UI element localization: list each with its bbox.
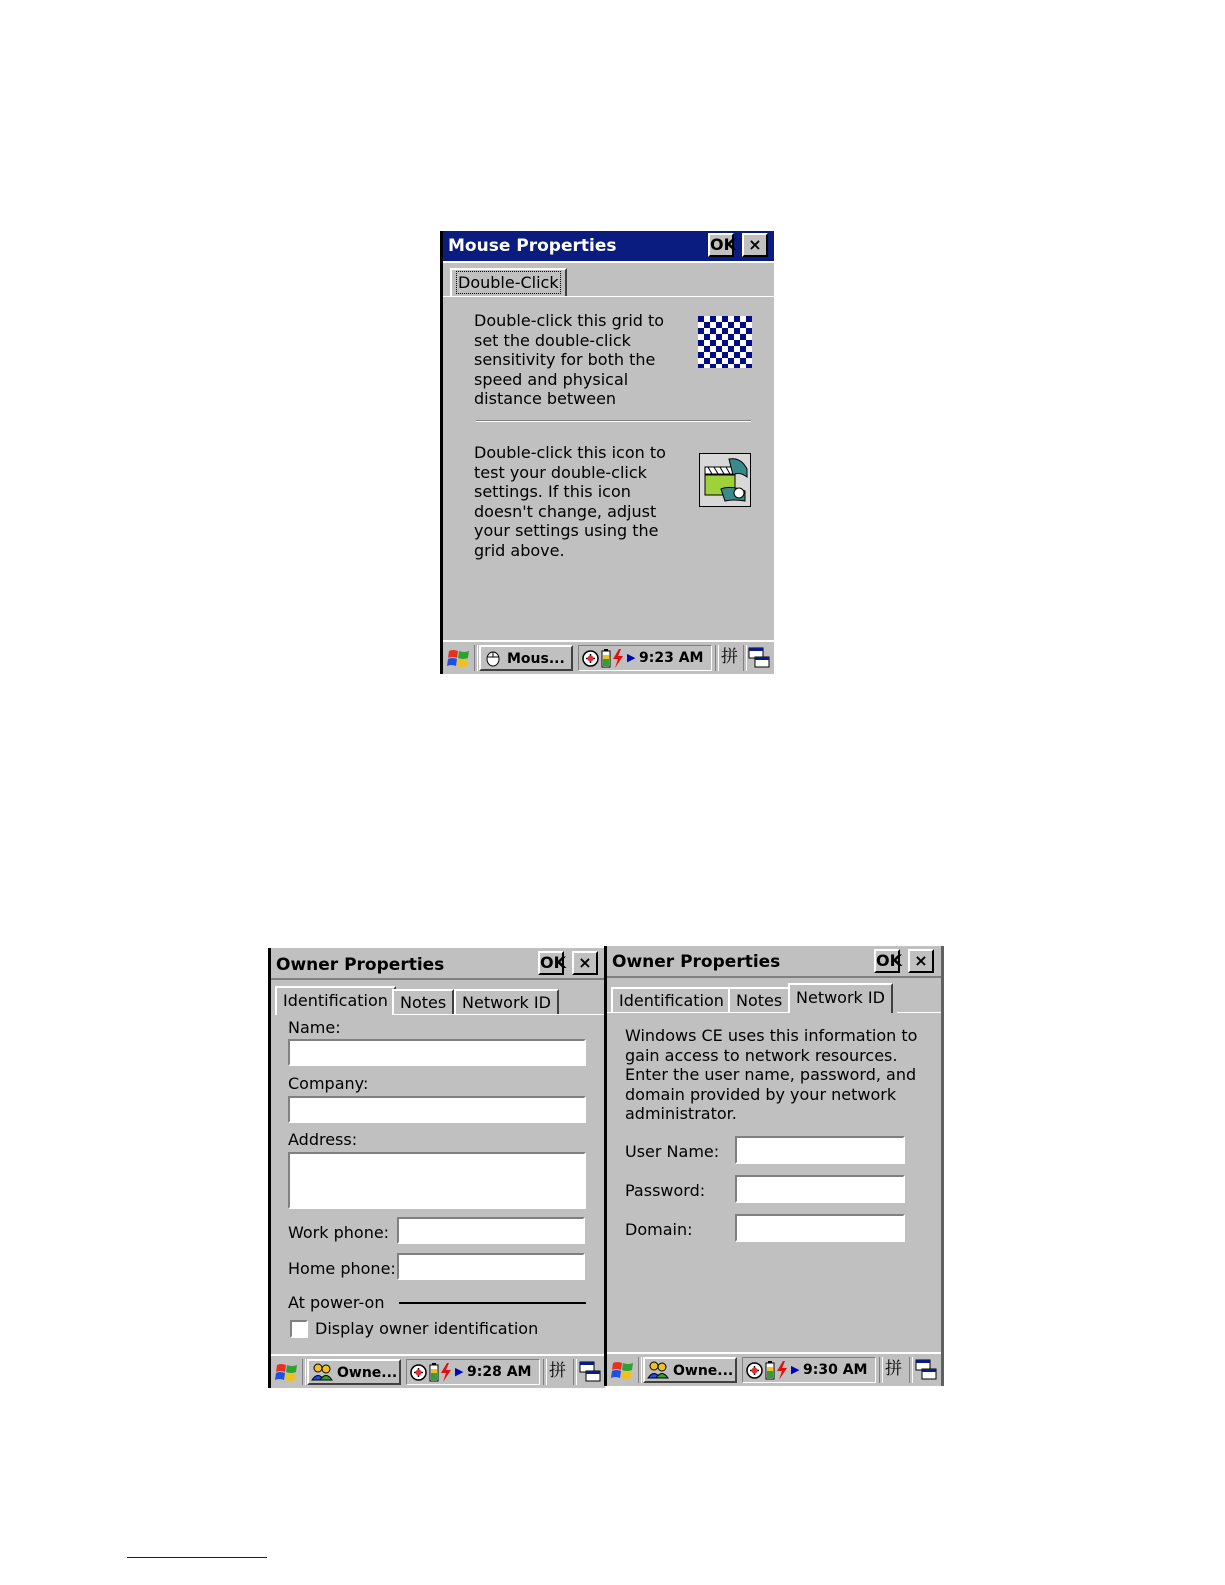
address-field[interactable]	[288, 1152, 586, 1209]
company-field[interactable]	[288, 1096, 586, 1123]
taskbar	[443, 640, 774, 674]
address-label: Address:	[288, 1130, 358, 1149]
password-field[interactable]	[735, 1175, 905, 1203]
tab-identification[interactable]: Identification	[611, 987, 732, 1013]
icon-instructions: Double-click this icon to test your double-click settings. If this icon doesn't change, adjust your settings using the grid above.	[474, 443, 666, 560]
clock[interactable]: 9:30 AM	[803, 1362, 868, 1378]
battery-tray-icon[interactable]	[429, 1363, 439, 1382]
company-label: Company:	[288, 1074, 369, 1093]
battery-tray-icon[interactable]	[765, 1361, 775, 1380]
password-label: Password:	[625, 1181, 706, 1200]
home-phone-field[interactable]	[397, 1253, 585, 1280]
ime-indicator[interactable]: 拼	[885, 1359, 902, 1379]
tab-network-id[interactable]: Network ID	[454, 989, 559, 1015]
mouse-icon	[484, 649, 502, 667]
clapper-test-icon[interactable]	[699, 453, 751, 507]
grid-instructions: Double-click this grid to set the double-click sensitivity for both the speed and physical distance between	[474, 311, 665, 408]
owner-properties-identification-window	[268, 948, 605, 1388]
close-button[interactable]: ×	[572, 951, 598, 975]
home-phone-label: Home phone:	[288, 1259, 396, 1278]
windows-start-icon[interactable]	[447, 647, 471, 669]
desktop-switch-icon[interactable]	[915, 1359, 937, 1381]
title-bar	[607, 946, 941, 978]
network-tray-icon[interactable]	[410, 1364, 427, 1381]
close-button[interactable]: ×	[908, 949, 934, 973]
window-title: Owner Properties	[276, 955, 445, 975]
power-tray-icon[interactable]	[776, 1361, 788, 1380]
system-tray: ▶ 9:30 AM	[742, 1357, 876, 1383]
taskbar-task-button[interactable]: Mous...	[479, 645, 573, 671]
title-bar	[271, 948, 605, 980]
user-name-label: User Name:	[625, 1142, 720, 1161]
mouse-properties-window	[440, 231, 774, 674]
network-tray-icon[interactable]	[582, 650, 599, 667]
name-field[interactable]	[288, 1039, 586, 1066]
owner-properties-network-window	[604, 946, 944, 1386]
power-on-divider	[399, 1302, 586, 1304]
work-phone-label: Work phone:	[288, 1223, 390, 1242]
divider	[476, 420, 751, 422]
network-info-text: Windows CE uses this information to gain access to network resources. Enter the user name, password, and domain provided by your network administrator.	[625, 1026, 918, 1123]
ok-button[interactable]: OK	[538, 951, 564, 975]
clock[interactable]: 9:23 AM	[639, 650, 704, 666]
power-tray-icon[interactable]	[612, 649, 624, 668]
tab-notes[interactable]: Notes	[392, 989, 454, 1015]
system-tray: ▶ 9:28 AM	[406, 1359, 540, 1385]
clock[interactable]: 9:28 AM	[467, 1364, 532, 1380]
name-label: Name:	[288, 1018, 341, 1037]
work-phone-field[interactable]	[397, 1217, 585, 1244]
title-bar	[443, 231, 774, 261]
domain-field[interactable]	[735, 1214, 905, 1242]
taskbar	[607, 1352, 941, 1386]
battery-tray-icon[interactable]	[601, 649, 611, 668]
network-tray-icon[interactable]	[746, 1362, 763, 1379]
users-icon	[647, 1361, 669, 1379]
display-owner-label[interactable]: Display owner identification	[315, 1319, 539, 1338]
tab-double-click[interactable]: Double-Click	[450, 268, 567, 296]
ok-button[interactable]: OK	[708, 233, 734, 257]
display-owner-checkbox[interactable]	[290, 1320, 308, 1338]
ime-indicator[interactable]: 拼	[721, 647, 738, 667]
taskbar	[271, 1354, 605, 1388]
windows-start-icon[interactable]	[611, 1359, 635, 1381]
power-on-label: At power-on	[288, 1293, 385, 1312]
taskbar-task-button[interactable]: Owne...	[307, 1359, 401, 1385]
window-title: Mouse Properties	[448, 236, 617, 256]
power-tray-icon[interactable]	[440, 1363, 452, 1382]
desktop-switch-icon[interactable]	[579, 1361, 601, 1383]
tab-identification[interactable]: Identification	[275, 986, 396, 1015]
close-button[interactable]: ×	[742, 233, 768, 257]
ok-button[interactable]: OK	[874, 949, 900, 973]
domain-label: Domain:	[625, 1220, 693, 1239]
user-name-field[interactable]	[735, 1136, 905, 1164]
ime-indicator[interactable]: 拼	[549, 1361, 566, 1381]
footnote-rule	[127, 1557, 267, 1558]
checker-grid-icon[interactable]	[698, 316, 752, 368]
windows-start-icon[interactable]	[275, 1361, 299, 1383]
window-title: Owner Properties	[612, 952, 781, 972]
tab-notes[interactable]: Notes	[728, 987, 790, 1013]
taskbar-task-button[interactable]: Owne...	[643, 1357, 737, 1383]
desktop-switch-icon[interactable]	[748, 647, 770, 669]
system-tray: ▶ 9:23 AM	[578, 645, 712, 671]
users-icon	[311, 1363, 333, 1381]
tab-network-id[interactable]: Network ID	[788, 983, 893, 1013]
